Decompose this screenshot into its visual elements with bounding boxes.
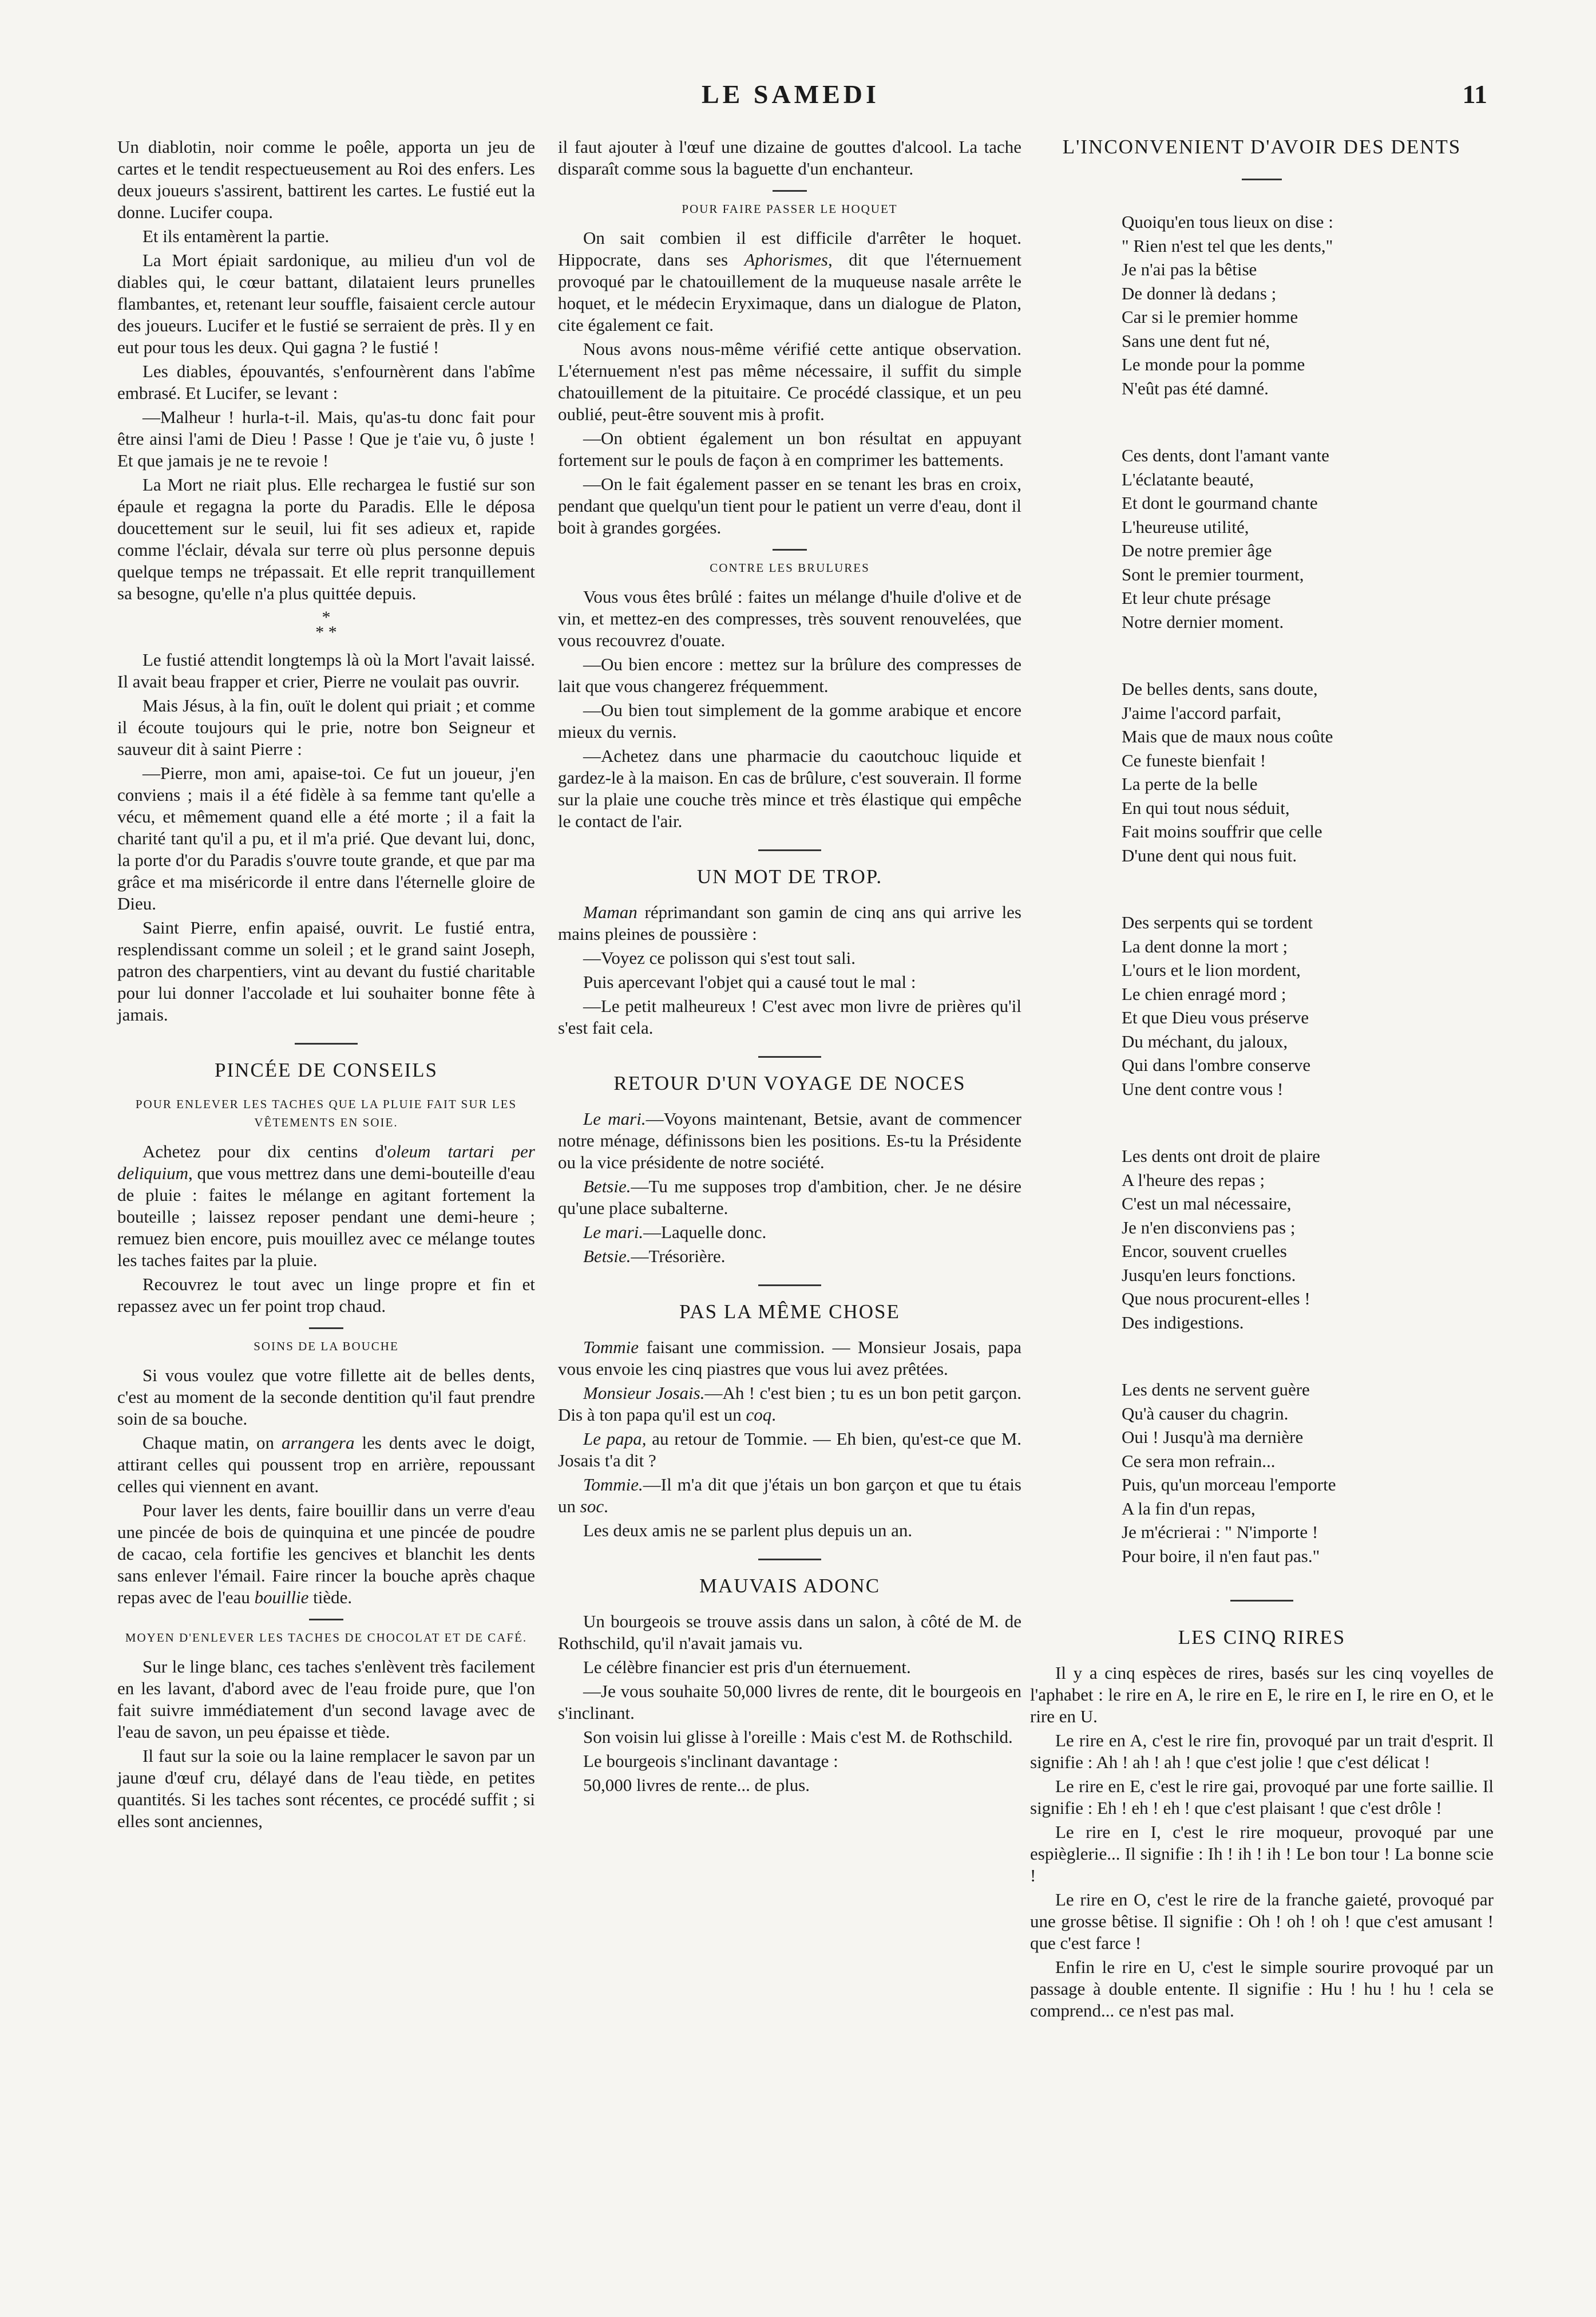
poem-line: Le monde pour la pomme <box>1122 354 1305 374</box>
article-paragraph: Le rire en I, c'est le rire moqueur, provoqué par une espièglerie... Il signifie : Ih ! ih ! ih ! Le bon tour ! La bonne scie ! <box>1030 1822 1494 1885</box>
poem-line: De donner là dedans ; <box>1122 283 1277 303</box>
poem-line: Je m'écrierai : " N'importe ! <box>1122 1522 1318 1542</box>
story-paragraph: Et ils entamèrent la partie. <box>142 226 330 246</box>
asterism-divider: * * * <box>315 608 337 642</box>
poem-line: Et dont le gourmand chante <box>1122 493 1318 513</box>
article-paragraph: Betsie.—Trésorière. <box>583 1246 726 1266</box>
poem <box>1122 210 1494 1568</box>
article-paragraph: Si vous voulez que votre fillette ait de belles dents, c'est au moment de la seconde dentition qu'il faut prendre soin de sa bouche. <box>117 1365 535 1429</box>
article-paragraph: —Le petit malheureux ! C'est avec mon livre de prières qu'il s'est fait cela. <box>558 996 1021 1038</box>
poem-line: Des indigestions. <box>1122 1312 1244 1333</box>
poem-line: Les dents ne servent guère <box>1122 1379 1310 1399</box>
section-divider <box>773 190 807 192</box>
section-divider <box>758 1559 821 1560</box>
article-paragraph: Maman réprimandant son gamin de cinq ans qui arrive les mains pleines de poussière : <box>558 902 1021 944</box>
column-3 <box>1030 136 1494 2024</box>
poem-line: Les dents ont droit de plaire <box>1122 1146 1320 1166</box>
poem-line: De notre premier âge <box>1122 540 1272 560</box>
poem-line: Des serpents qui se tordent <box>1122 912 1313 932</box>
poem-line: Qu'à causer du chagrin. <box>1122 1403 1289 1424</box>
poem-line: Et que Dieu vous préserve <box>1122 1007 1309 1027</box>
article-paragraph: Vous vous êtes brûlé : faites un mélange d'huile d'olive et de vin, et mettez-en des compresses, très souvent renouvelées, que vous recouvrez d'ouate. <box>558 587 1021 650</box>
section-divider <box>295 1043 358 1045</box>
poem-line: Sans une dent fut né, <box>1122 330 1270 351</box>
poem-line: Fait moins souffrir que celle <box>1122 821 1322 841</box>
poem-stanza <box>1122 444 1494 634</box>
column-1 <box>117 136 535 1834</box>
article-paragraph: 50,000 livres de rente... de plus. <box>583 1775 810 1795</box>
article-paragraph: Il y a cinq espèces de rires, basés sur les cinq voyelles de l'aphabet : le rire en A, le rire en E, le rire en I, le rire en O, et le rire en U. <box>1030 1663 1494 1726</box>
story-paragraph: La Mort ne riait plus. Elle rechargea le fustié sur son épaule et regagna la porte du Paradis. Elle le déposa doucettement sur le seuil, lui fit ses adieux et, rapide comme l'éclair, dévala sur terre où plus personne depuis quelque temps ne trépassait. Et elle reprit tranquillement sa besogne, qu'elle n'a plus quittée depuis. <box>117 475 535 603</box>
poem-line: En qui tout nous séduit, <box>1122 797 1290 818</box>
page-header <box>702 79 1487 119</box>
article-paragraph: —Achetez dans une pharmacie du caoutchouc liquide et gardez-le à la maison. En cas de brûlure, c'est souverain. Il forme sur la plaie une couche très mince et très élastique qui empêche le contact de l'air. <box>558 746 1021 831</box>
article-paragraph: Puis apercevant l'objet qui a causé tout le mal : <box>583 972 916 992</box>
poem-stanza <box>1122 911 1494 1101</box>
poem-line: L'heureuse utilité, <box>1122 516 1249 537</box>
story-paragraph: —Malheur ! hurla-t-il. Mais, qu'as-tu donc fait pour être ainsi l'ami de Dieu ! Passe ! Que je t'aie vu, ô juste ! Et que jamais je ne te revoie ! <box>117 407 535 470</box>
story-paragraph: Saint Pierre, enfin apaisé, ouvrit. Le fustié entra, resplendissant comme un soleil ; et le grand saint Joseph, patron des charpentiers, vint au devant du fustié charitable pour lui donner l'accolade et lui souhaiter bonne fête à jamais. <box>117 918 535 1025</box>
article-paragraph: Un bourgeois se trouve assis dans un salon, à côté de M. de Rothschild, qu'il n'avait jamais vu. <box>558 1611 1021 1653</box>
article-paragraph: Tommie faisant une commission. — Monsieur Josais, papa vous envoie les cinq piastres que vous lui avez prêtées. <box>558 1337 1021 1379</box>
article-paragraph: Il faut sur la soie ou la laine remplacer le savon par un jaune d'œuf cru, délayé dans de l'eau tiède, en petites quantités. Si les taches sont récentes, ce procédé suffit ; si elles sont anciennes, <box>117 1746 535 1831</box>
article-paragraph: —Voyez ce polisson qui s'est tout sali. <box>583 948 856 968</box>
section-divider <box>1230 1600 1293 1602</box>
section-divider <box>773 549 807 551</box>
poem-line: L'éclatante beauté, <box>1122 469 1254 489</box>
section-title-dents: L'INCONVENIENT D'AVOIR DES DENTS <box>1062 136 1462 158</box>
article-paragraph: Nous avons nous-même vérifié cette antique observation. L'éternuement n'est pas même nécessaire, il suffit du simple chatouillement de la pituitaire. Ce procédé classique, et un peu oublié, peut-être souvent mis à profit. <box>558 339 1021 424</box>
poem-stanza <box>1122 1378 1494 1568</box>
poem-line: " Rien n'est tel que les dents," <box>1122 235 1333 256</box>
article-paragraph: Pour laver les dents, faire bouillir dans un verre d'eau une pincée de bois de quinquina et une pincée de poudre de cacao, cela fortifie les gencives et blanchit les dents sans enlever l'émail. Faire rincer la bouche après chaque repas avec de l'eau bouillie tiède. <box>117 1500 535 1607</box>
section-divider <box>1242 179 1282 180</box>
poem-line: Puis, qu'un morceau l'emporte <box>1122 1474 1336 1494</box>
section-title-cinq-rires: LES CINQ RIRES <box>1178 1626 1346 1648</box>
story-paragraph: Un diablotin, noir comme le poêle, apporta un jeu de cartes et le tendit respectueusement au Roi des enfers. Les deux joueurs s'assirent, battirent les cartes. Le fustié eut la donne. Lucifer coupa. <box>117 137 535 222</box>
poem-line: N'eût pas été damné. <box>1122 378 1269 398</box>
poem-line: Pour boire, il n'en faut pas." <box>1122 1545 1320 1566</box>
article-paragraph: Betsie.—Tu me supposes trop d'ambition, cher. Je ne désire qu'une place subalterne. <box>558 1176 1021 1218</box>
article-paragraph: Recouvrez le tout avec un linge propre et fin et repassez avec un fer point trop chaud. <box>117 1274 535 1316</box>
article-paragraph: Le mari.—Voyons maintenant, Betsie, avant de commencer notre ménage, définissons bien les positions. Es-tu la Présidente ou la vice présidente de notre société. <box>558 1109 1021 1172</box>
article-paragraph: Tommie.—Il m'a dit que j'étais un bon garçon et que tu étais un soc. <box>558 1474 1021 1516</box>
article-paragraph: —Ou bien encore : mettez sur la brûlure des compresses de lait que vous changerez fréquemment. <box>558 654 1021 696</box>
article-paragraph: Son voisin lui glisse à l'oreille : Mais c'est M. de Rothschild. <box>583 1727 1013 1747</box>
subsection-title-bouche: SOINS DE LA BOUCHE <box>254 1339 399 1353</box>
poem-line: Qui dans l'ombre conserve <box>1122 1055 1311 1075</box>
subsection-title-hoquet: POUR FAIRE PASSER LE HOQUET <box>682 202 898 216</box>
poem-line: De belles dents, sans doute, <box>1122 679 1318 699</box>
article-paragraph: Le rire en A, c'est le rire fin, provoqué par un trait d'esprit. Il signifie : Ah ! ah ! ah ! que c'est jolie ! que c'est délicat ! <box>1030 1730 1494 1772</box>
section-title-mauvais-adonc: MAUVAIS ADONC <box>699 1575 881 1597</box>
story-paragraph: —Pierre, mon ami, apaise-toi. Ce fut un joueur, j'en conviens ; mais il a été fidèle à sa femme tant qu'elle a vécu, et mêmement quand elle a été morte ; il a fait la charité tant qu'il a pu, et il m'a prié. Que devant lui, donc, la porte d'or du Paradis s'ouvre toute grande, et que par ma grâce et ma miséricorde il entre dans l'éternelle gloire de Dieu. <box>117 763 535 914</box>
article-paragraph: Chaque matin, on arrangera les dents avec le doigt, attirant celles qui poussent trop en arrière, repoussant celles qui viennent en avant. <box>117 1433 535 1496</box>
poem-line: La perte de la belle <box>1122 774 1258 794</box>
poem-line: Je n'en disconviens pas ; <box>1122 1217 1296 1237</box>
article-paragraph: On sait combien il est difficile d'arrêter le hoquet. Hippocrate, dans ses Aphorismes, dit que l'éternuement provoqué par le chatouillement de la muqueuse nasale arrête le hoquet, et le médecin Eryximaque, dans un dialogue de Platon, cite également ce fait. <box>558 228 1021 335</box>
poem-stanza <box>1122 1144 1494 1334</box>
article-paragraph: Sur le linge blanc, ces taches s'enlèvent très facilement en les lavant, d'abord avec de l'eau froide pure, que l'on fait suivre immédiatement d'un second lavage avec de l'eau de savon, un peu épaisse et tiède. <box>117 1656 535 1742</box>
article-paragraph: il faut ajouter à l'œuf une dizaine de gouttes d'alcool. La tache disparaît comme sous la baguette d'un enchanteur. <box>558 137 1021 179</box>
poem-line: Oui ! Jusqu'à ma dernière <box>1122 1427 1304 1447</box>
article-paragraph: Les deux amis ne se parlent plus depuis un an. <box>583 1520 913 1540</box>
article-paragraph: —Ou bien tout simplement de la gomme arabique et encore mieux du vernis. <box>558 700 1021 742</box>
subsection-title-brulures: CONTRE LES BRULURES <box>710 561 870 575</box>
article-paragraph: Monsieur Josais.—Ah ! c'est bien ; tu es un bon petit garçon. Dis à ton papa qu'il est un coq. <box>558 1383 1021 1425</box>
story-paragraph: Les diables, épouvantés, s'enfournèrent dans l'abîme embrasé. Et Lucifer, se levant : <box>117 361 535 403</box>
newspaper-title: LE SAMEDI <box>702 80 880 109</box>
section-title-voyage-de-noces: RETOUR D'UN VOYAGE DE NOCES <box>613 1072 966 1094</box>
section-divider <box>309 1619 343 1620</box>
article-paragraph: Le bourgeois s'inclinant davantage : <box>583 1751 838 1771</box>
article-paragraph: —Je vous souhaite 50,000 livres de rente, dit le bourgeois en s'inclinant. <box>558 1681 1021 1723</box>
poem-line: C'est un mal nécessaire, <box>1122 1193 1292 1213</box>
poem-line: La dent donne la mort ; <box>1122 936 1288 956</box>
article-paragraph: Le papa, au retour de Tommie. — Eh bien, qu'est-ce que M. Josais t'a dit ? <box>558 1429 1022 1470</box>
poem-line: A l'heure des repas ; <box>1122 1169 1265 1190</box>
poem-line: Ce sera mon refrain... <box>1122 1450 1276 1471</box>
poem-line: Le chien enragé mord ; <box>1122 983 1286 1004</box>
subsection-title-chocolat: MOYEN D'ENLEVER LES TACHES DE CHOCOLAT ET DE CAFÉ. <box>125 1631 528 1644</box>
story-paragraph: Mais Jésus, à la fin, ouït le dolent qui priait ; et comme il écoute toujours qui le prie, notre bon Seigneur et sauveur dit à saint Pierre : <box>117 695 535 759</box>
section-divider <box>309 1327 343 1329</box>
poem-line: Notre dernier moment. <box>1122 611 1284 632</box>
poem-line: Encor, souvent cruelles <box>1122 1241 1287 1261</box>
article-paragraph: Le mari.—Laquelle donc. <box>583 1222 767 1242</box>
page-number: 11 <box>1462 80 1487 109</box>
poem-line: Jusqu'en leurs fonctions. <box>1122 1264 1296 1285</box>
poem-line: J'aime l'accord parfait, <box>1122 702 1281 723</box>
poem-line: Mais que de maux nous coûte <box>1122 726 1333 746</box>
article-paragraph: —On obtient également un bon résultat en appuyant fortement sur le pouls de façon à en comprimer les battements. <box>558 428 1021 470</box>
story-paragraph: Le fustié attendit longtemps là où la Mort l'avait laissé. Il avait beau frapper et crier, Pierre ne voulait pas ouvrir. <box>117 650 535 691</box>
poem-line: Et leur chute présage <box>1122 588 1271 608</box>
section-divider <box>758 1284 821 1286</box>
article-paragraph: Achetez pour dix centins d'oleum tartari per deliquium, que vous mettrez dans une demi-bouteille d'eau de pluie : faites le mélange en agitant fortement la bouteille ; laissez reposer pendant une demi-heure ; remuez bien encore, puis mouillez avec ce mélange toutes les taches faites par la pluie. <box>117 1141 535 1270</box>
poem-line: Ce funeste bienfait ! <box>1122 750 1266 770</box>
story-paragraph: La Mort épiait sardonique, au milieu d'un vol de diables qui, le cœur battant, dilataient leurs prunelles flambantes, et, retenant leur souffle, faisaient cercle autour des joueurs. Lucifer et le fustié se serraient de près. Il y en eut pour tous les deux. Qui gagna ? le fustié ! <box>117 250 535 357</box>
section-title-meme-chose: PAS LA MÊME CHOSE <box>679 1300 900 1323</box>
section-divider <box>758 849 821 851</box>
poem-stanza <box>1122 677 1494 867</box>
poem-line: Je n'ai pas la bêtise <box>1122 259 1257 279</box>
poem-line: Sont le premier tourment, <box>1122 564 1304 584</box>
poem-line: D'une dent qui nous fuit. <box>1122 845 1297 865</box>
poem-line: A la fin d'un repas, <box>1122 1498 1256 1519</box>
section-title-pincee: PINCÉE DE CONSEILS <box>215 1059 438 1081</box>
subsection-title-taches-pluie: POUR ENLEVER LES TACHES QUE LA PLUIE FAIT SUR LES VÊTEMENTS EN SOIE. <box>135 1097 517 1129</box>
poem-line: Ces dents, dont l'amant vante <box>1122 445 1329 465</box>
poem-line: Car si le premier homme <box>1122 307 1298 327</box>
column-2 <box>558 136 1021 1798</box>
article-paragraph: Le rire en O, c'est le rire de la franche gaieté, provoqué par une grosse bêtise. Il signifie : Oh ! oh ! oh ! que c'est amusant ! que c'est farce ! <box>1030 1889 1494 1953</box>
article-paragraph: Le célèbre financier est pris d'un éternuement. <box>583 1657 911 1677</box>
section-title-mot-de-trop: UN MOT DE TROP. <box>696 865 883 888</box>
poem-line: Une dent contre vous ! <box>1122 1078 1284 1099</box>
article-paragraph: —On le fait également passer en se tenant les bras en croix, pendant que quelqu'un tient pour le patient un verre d'eau, dont il boit à grandes gorgées. <box>558 474 1021 537</box>
article-paragraph: Le rire en E, c'est le rire gai, provoqué par une forte saillie. Il signifie : Eh ! eh ! eh ! que c'est plaisant ! que c'est drôle ! <box>1030 1776 1494 1818</box>
poem-line: Du méchant, du jaloux, <box>1122 1031 1288 1051</box>
poem-stanza <box>1122 210 1494 400</box>
poem-line: Quoiqu'en tous lieux on dise : <box>1122 212 1333 232</box>
poem-line: L'ours et le lion mordent, <box>1122 960 1301 980</box>
article-paragraph: Enfin le rire en U, c'est le simple sourire provoqué par un passage à double entente. Il signifie : Hu ! hu ! hu ! cela se comprend... ce n'est pas mal. <box>1030 1957 1494 2021</box>
section-divider <box>758 1056 821 1058</box>
poem-line: Que nous procurent-elles ! <box>1122 1288 1310 1308</box>
